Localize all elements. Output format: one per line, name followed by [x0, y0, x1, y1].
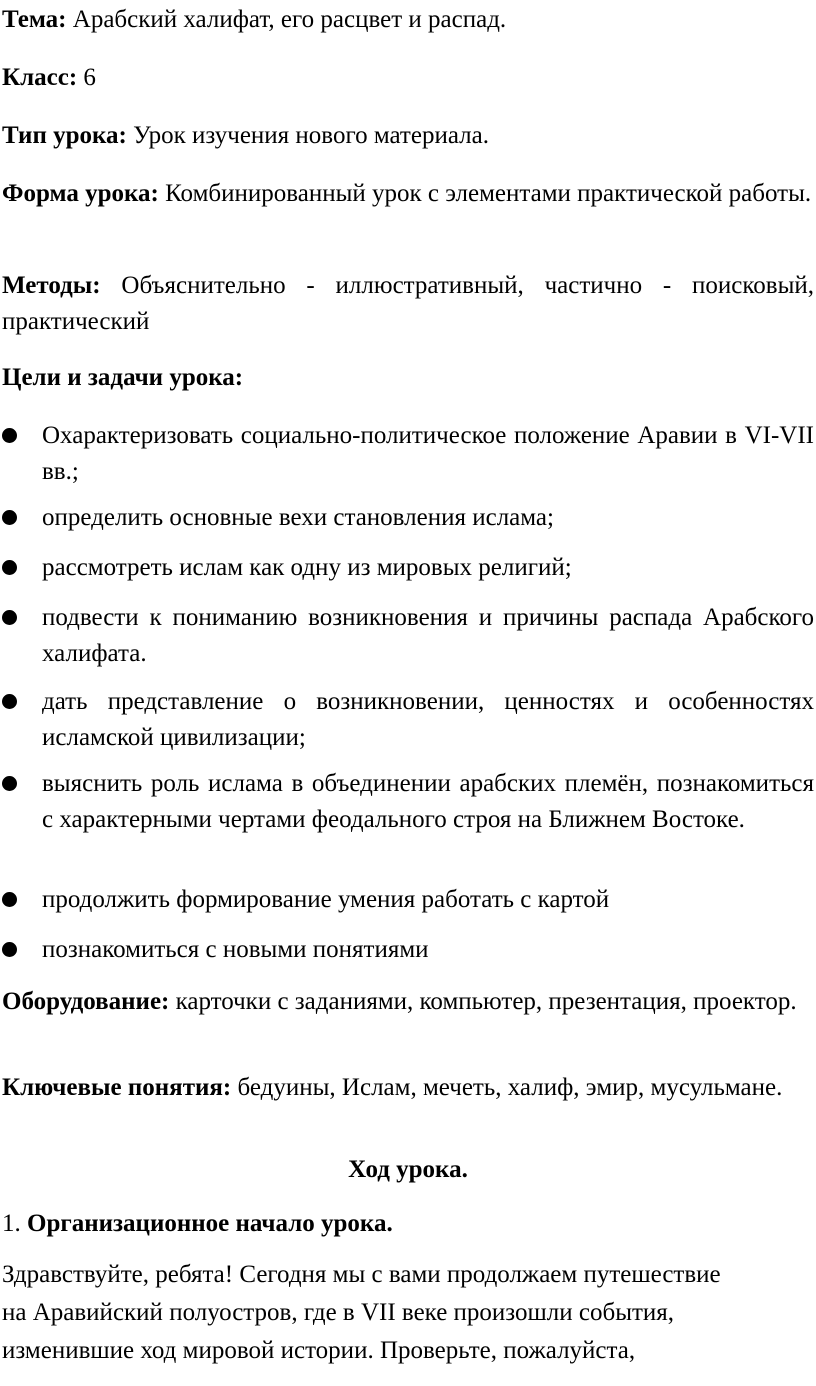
list-item-text: подвести к пониманию возникновения и причины распада Арабского халифата. — [42, 604, 814, 667]
list-item-text: Охарактеризовать социально-политическое положение Аравии в VI-VII вв.; — [42, 422, 814, 485]
lesson-flow-title: Ход урока. — [348, 1156, 468, 1183]
step-1-title: Организационное начало урока. — [27, 1210, 393, 1237]
list-item-text: продолжить формирование умения работать с картой — [42, 886, 610, 913]
goals-label: Цели и задачи урока: — [2, 364, 244, 391]
methods-label: Методы: — [2, 272, 101, 299]
bullet-icon — [2, 560, 17, 575]
lesson-type-value: Урок изучения нового материала. — [126, 122, 489, 149]
methods-line — [2, 268, 814, 340]
bullet-icon — [2, 610, 17, 625]
intro-line-3: изменившие ход мировой истории. Проверьте, пожалуйста, — [2, 1337, 636, 1364]
bullet-icon — [2, 510, 17, 525]
form-line — [2, 176, 814, 212]
methods-value: Объяснительно - иллюстративный, частично - поисковый, практический — [2, 272, 814, 335]
bullet-icon — [2, 892, 17, 907]
step-1-heading — [2, 1206, 814, 1242]
form-label: Форма урока: — [2, 180, 159, 207]
form-value: Комбинированный урок с элементами практической работы. — [158, 180, 812, 207]
intro-line-2: на Аравийский полуостров, где в VII веке произошли события, — [2, 1299, 675, 1326]
list-item-text: выяснить роль ислама в объединении арабских племён, познакомиться с характерными чертами феодального строя на Ближнем Востоке. — [42, 770, 814, 833]
class-line — [2, 60, 814, 96]
topic-line — [2, 2, 814, 38]
lesson-type-label: Тип урока: — [2, 122, 127, 149]
key-concepts-value: бедуины, Ислам, мечеть, халиф, эмир, мусульмане. — [231, 1074, 783, 1101]
bullet-icon — [2, 694, 17, 709]
bullet-icon — [2, 776, 17, 791]
key-concepts-line — [2, 1070, 814, 1106]
topic-label: Тема: — [2, 6, 67, 33]
intro-paragraph — [2, 1256, 814, 1370]
key-concepts-label: Ключевые понятия: — [2, 1074, 232, 1101]
list-item-text: дать представление о возникновении, ценностях и особенностях исламской цивилизации; — [42, 688, 814, 751]
equipment-line — [2, 984, 814, 1020]
bullet-icon — [2, 942, 17, 957]
list-item-text: рассмотреть ислам как одну из мировых религий; — [42, 554, 572, 581]
topic-value: Арабский халифат, его расцвет и распад. — [66, 6, 507, 33]
bullet-icon — [2, 428, 17, 443]
goals-heading — [2, 360, 814, 396]
step-1-number: 1. — [2, 1210, 27, 1237]
lesson-type-line — [2, 118, 814, 154]
list-item-text: познакомиться с новыми понятиями — [42, 936, 429, 963]
class-label: Класс: — [2, 64, 78, 91]
intro-line-1: Здравствуйте, ребята! Сегодня мы с вами продолжаем путешествие — [2, 1261, 721, 1288]
list-item-text: определить основные вехи становления ислама; — [42, 504, 554, 531]
class-value: 6 — [77, 64, 96, 91]
equipment-value: карточки с заданиями, компьютер, презентация, проектор. — [169, 988, 797, 1015]
equipment-label: Оборудование: — [2, 988, 170, 1015]
